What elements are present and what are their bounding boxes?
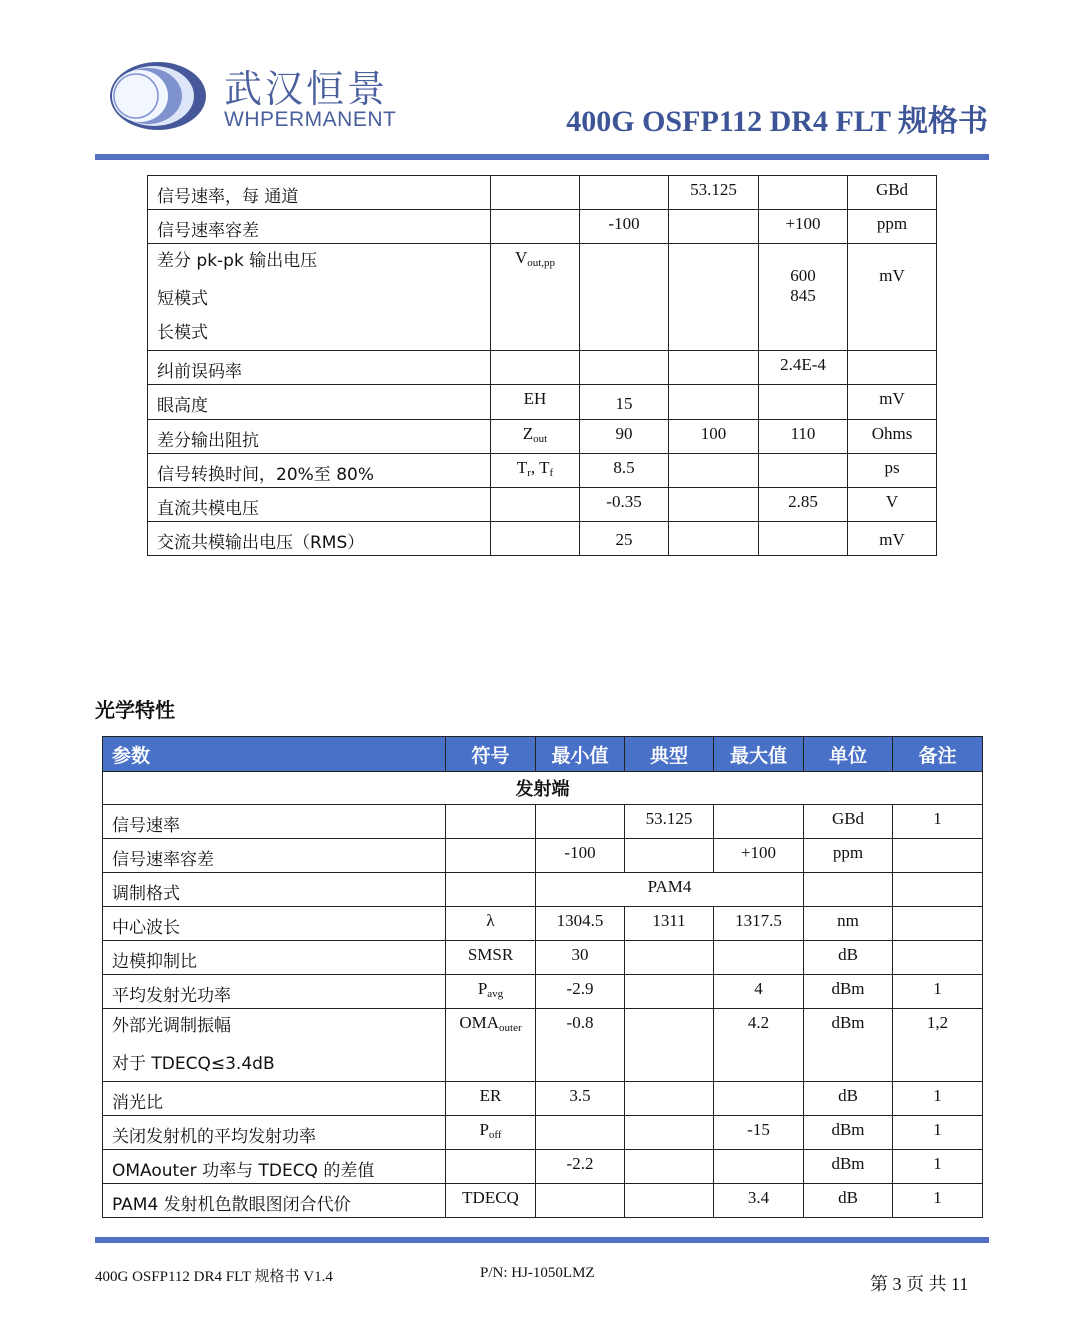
table-row [148, 385, 937, 420]
symbol-main: T [516, 458, 528, 477]
typ-cell [625, 1150, 714, 1184]
max-cell: +100 [759, 210, 848, 244]
typ-cell: 53.125 [669, 176, 759, 210]
note-cell: 1 [893, 1150, 983, 1184]
unit-cell: ps [848, 454, 937, 488]
param-line: 短模式 [157, 289, 208, 309]
symbol-cell [491, 488, 580, 522]
typ-cell [625, 1184, 714, 1218]
table-row [103, 1082, 983, 1116]
min-cell: 1304.5 [536, 907, 625, 941]
unit-cell: dBm [804, 1116, 893, 1150]
unit-cell: Ohms [848, 420, 937, 454]
table-row [148, 351, 937, 385]
logo-english-name: WHPERMANENT [224, 108, 397, 131]
table-header-row [103, 737, 983, 772]
max-cell [759, 244, 848, 351]
note-cell [893, 941, 983, 975]
unit-cell: ppm [804, 839, 893, 873]
symbol-cell [491, 522, 580, 556]
symbol-sub: avg [487, 988, 504, 1000]
typ-cell [625, 1009, 714, 1082]
note-cell: 1 [893, 1116, 983, 1150]
symbol-sub: r [527, 467, 531, 479]
table-row [103, 1116, 983, 1150]
min-cell: 90 [580, 420, 669, 454]
table-row [103, 907, 983, 941]
page-number: 第 3 页 共 11 [870, 1274, 969, 1294]
symbol-main: OMA [459, 1013, 500, 1032]
typ-cell [625, 1116, 714, 1150]
table-row [103, 1150, 983, 1184]
param-cell: PAM4 发射机色散眼图闭合代价 [103, 1184, 446, 1218]
min-cell: -100 [580, 210, 669, 244]
max-cell [759, 385, 848, 420]
table-row [103, 941, 983, 975]
typ-cell: 53.125 [625, 805, 714, 839]
typ-cell [669, 522, 759, 556]
param-cell: 调制格式 [103, 873, 446, 907]
table-row [103, 873, 983, 907]
section-heading: 光学特性 [95, 698, 175, 722]
unit-cell: mV [848, 244, 937, 351]
note-cell: 1 [893, 805, 983, 839]
optical-spec-table [102, 736, 983, 1218]
max-cell [714, 1082, 804, 1116]
typ-cell [625, 941, 714, 975]
table-row [103, 839, 983, 873]
min-cell: -100 [536, 839, 625, 873]
min-cell: 30 [536, 941, 625, 975]
footer-rule [95, 1237, 989, 1243]
max-cell [759, 454, 848, 488]
param-cell: 中心波长 [103, 907, 446, 941]
param-line: 对于 TDECQ≤3.4dB [112, 1054, 275, 1074]
param-cell: 信号速率，每 通道 [148, 176, 491, 210]
symbol-sub: out [533, 433, 548, 445]
param-cell: 眼高度 [148, 385, 491, 420]
max-cell: 1317.5 [714, 907, 804, 941]
header-typ: 典型 [625, 737, 714, 772]
typ-cell [669, 210, 759, 244]
symbol-cell [491, 210, 580, 244]
unit-cell: GBd [804, 805, 893, 839]
min-cell: 8.5 [580, 454, 669, 488]
symbol-cell: TDECQ [446, 1184, 536, 1218]
min-cell [536, 805, 625, 839]
min-cell: -0.8 [536, 1009, 625, 1082]
table-row [148, 420, 937, 454]
symbol-sub: outer [499, 1022, 522, 1034]
symbol-cell [446, 1009, 536, 1082]
symbol-cell [491, 454, 580, 488]
max-cell [714, 1150, 804, 1184]
symbol-cell [446, 975, 536, 1009]
typ-cell [625, 1082, 714, 1116]
typ-cell [625, 839, 714, 873]
param-cell: 信号速率容差 [148, 210, 491, 244]
document-title: 400G OSFP112 DR4 FLT 规格书 [566, 105, 988, 138]
symbol-main: Z [522, 424, 534, 443]
param-cell: 信号速率 [103, 805, 446, 839]
symbol-cell [446, 873, 536, 907]
table-row [148, 488, 937, 522]
table-row [103, 1009, 983, 1082]
unit-cell: dB [804, 941, 893, 975]
merged-value-cell: PAM4 [536, 873, 804, 907]
symbol-cell: SMSR [446, 941, 536, 975]
max-cell: 2.85 [759, 488, 848, 522]
table-row [148, 454, 937, 488]
max-cell: 4.2 [714, 1009, 804, 1082]
note-cell: 1,2 [893, 1009, 983, 1082]
min-cell: 3.5 [536, 1082, 625, 1116]
symbol-cell [491, 420, 580, 454]
table-row [103, 1184, 983, 1218]
symbol-cell [446, 839, 536, 873]
unit-cell: GBd [848, 176, 937, 210]
section-label: 发射端 [103, 772, 983, 805]
max-cell: 4 [714, 975, 804, 1009]
header-min: 最小值 [536, 737, 625, 772]
max-cell: 2.4E-4 [759, 351, 848, 385]
param-cell [103, 1009, 446, 1082]
unit-cell: dBm [804, 1009, 893, 1082]
symbol-cell [491, 351, 580, 385]
max-cell [759, 522, 848, 556]
unit-cell: nm [804, 907, 893, 941]
param-cell: 边模抑制比 [103, 941, 446, 975]
param-line: 外部光调制振幅 [112, 1016, 231, 1036]
param-cell: 消光比 [103, 1082, 446, 1116]
table-row [103, 805, 983, 839]
header-unit: 单位 [804, 737, 893, 772]
header-param: 参数 [103, 737, 446, 772]
max-cell: -15 [714, 1116, 804, 1150]
unit-cell [848, 351, 937, 385]
header-max: 最大值 [714, 737, 804, 772]
symbol-sep: , T [530, 458, 550, 477]
param-cell: 纠前误码率 [148, 351, 491, 385]
max-cell: +100 [714, 839, 804, 873]
symbol-main: P [479, 1120, 489, 1139]
unit-cell: mV [848, 385, 937, 420]
param-line: 差分 pk-pk 输出电压 [157, 251, 318, 271]
symbol-main: P [477, 979, 488, 998]
symbol-cell: EH [491, 385, 580, 420]
table-row [103, 975, 983, 1009]
symbol-cell [446, 1150, 536, 1184]
max-cell [714, 941, 804, 975]
min-cell [580, 176, 669, 210]
param-cell: 直流共模电压 [148, 488, 491, 522]
table-row [148, 522, 937, 556]
typ-cell [669, 454, 759, 488]
table-row [148, 244, 937, 351]
symbol-cell [491, 244, 580, 351]
header-symbol: 符号 [446, 737, 536, 772]
min-cell: 25 [580, 522, 669, 556]
section-row [103, 772, 983, 805]
unit-cell: dB [804, 1082, 893, 1116]
max-line: 845 [790, 286, 816, 305]
unit-cell: ppm [848, 210, 937, 244]
note-cell: 1 [893, 1082, 983, 1116]
unit-cell: V [848, 488, 937, 522]
max-cell [759, 176, 848, 210]
symbol-sub: off [488, 1129, 502, 1141]
min-cell [580, 244, 669, 351]
note-cell: 1 [893, 975, 983, 1009]
unit-cell [804, 873, 893, 907]
typ-cell: 100 [669, 420, 759, 454]
typ-cell: 1311 [625, 907, 714, 941]
min-cell: -2.2 [536, 1150, 625, 1184]
header-note: 备注 [893, 737, 983, 772]
note-cell: 1 [893, 1184, 983, 1218]
table-row [148, 210, 937, 244]
param-cell: 差分输出阻抗 [148, 420, 491, 454]
param-cell [148, 244, 491, 351]
symbol-cell [491, 176, 580, 210]
note-cell [893, 839, 983, 873]
symbol-cell: ER [446, 1082, 536, 1116]
symbol-sub: f [549, 467, 554, 479]
unit-cell: dBm [804, 1150, 893, 1184]
symbol-sub: out,pp [527, 257, 556, 269]
table-row [148, 176, 937, 210]
logo-chinese-name: 武汉恒景 [224, 67, 389, 111]
min-cell [536, 1184, 625, 1218]
min-cell: -2.9 [536, 975, 625, 1009]
param-cell: 信号速率容差 [103, 839, 446, 873]
symbol-cell: λ [446, 907, 536, 941]
param-cell: OMAouter 功率与 TDECQ 的差值 [103, 1150, 446, 1184]
note-cell [893, 873, 983, 907]
max-cell: 110 [759, 420, 848, 454]
min-cell [536, 1116, 625, 1150]
typ-cell [669, 488, 759, 522]
max-cell [714, 805, 804, 839]
max-line: 600 [790, 266, 816, 285]
param-line: 长模式 [157, 323, 208, 343]
min-cell: -0.35 [580, 488, 669, 522]
typ-cell [669, 244, 759, 351]
unit-cell: dB [804, 1184, 893, 1218]
typ-cell [625, 975, 714, 1009]
min-cell: 15 [580, 385, 669, 420]
unit-cell: dBm [804, 975, 893, 1009]
symbol-main: V [514, 248, 528, 267]
max-cell: 3.4 [714, 1184, 804, 1218]
header-rule [95, 154, 989, 160]
param-cell: 关闭发射机的平均发射功率 [103, 1116, 446, 1150]
footer-doc-version: 400G OSFP112 DR4 FLT 规格书 V1.4 [95, 1269, 333, 1285]
param-cell: 交流共模输出电压（RMS） [148, 522, 491, 556]
param-cell: 信号转换时间，20%至 80% [148, 454, 491, 488]
footer-part-number: P/N: HJ-1050LMZ [480, 1265, 595, 1281]
typ-cell [669, 351, 759, 385]
electrical-spec-table [147, 175, 937, 556]
unit-cell: mV [848, 522, 937, 556]
min-cell [580, 351, 669, 385]
typ-cell [669, 385, 759, 420]
param-cell: 平均发射光功率 [103, 975, 446, 1009]
logo-core [112, 70, 168, 122]
note-cell [893, 907, 983, 941]
symbol-cell [446, 805, 536, 839]
symbol-cell [446, 1116, 536, 1150]
